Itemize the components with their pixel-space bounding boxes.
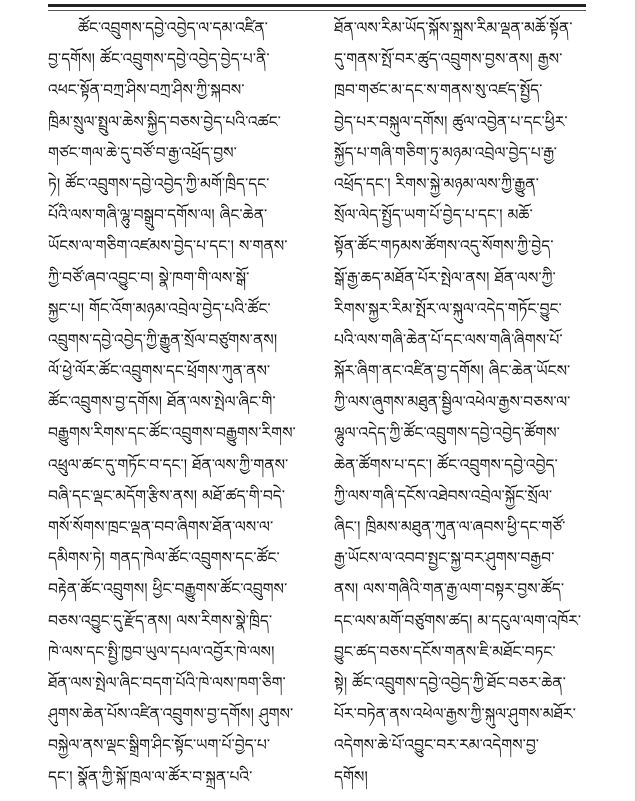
- text-line: སྲོལ་ལེད་སྤྱོད་ཡག་པོ་བྱེད་པ་དང་། མཆོ་: [334, 206, 533, 225]
- text-line: དང་ལས་མགོ་བཙུགས་ཚད། མ་དངུལ་ལག་འཁོར་: [334, 611, 582, 630]
- text-line: ཚོང་འབྲུགས་བྱ་དགོས། ཐོན་ལས་སྤེལ་ཞིང་གི་: [48, 393, 276, 412]
- text-line: ཆེན་ཚོགས་པ་དང་། ཚོང་འབྲུགས་དབྱེ་འབྱེད་: [334, 455, 558, 474]
- text-line: ཁེ་ལས་དང་སྤྱི་ཁྱབ་ཡུལ་དཔལ་འབྱོར་ཁེ་ལས།: [48, 642, 275, 661]
- text-line: རྒྱ་ཡོངས་ལ་འབབ་སྤྱང་སྐྱ་བར་ཤུགས་བརྒྱབ་: [334, 549, 555, 568]
- text-line: སྐྱང་པ། གོང་འོག་མཉམ་འབྲེལ་བྱེད་པའི་ཚོང་: [48, 299, 271, 318]
- text-line: གཙང་གལ་ཆེ་དུ་བཙོ་བ་རྒྱ་འཕྲོད་བྱས་: [48, 143, 237, 162]
- text-line: བརྟེན་ཚོང་འབྲུགས། ཕྱིང་བརྒྱུགས་ཚོང་འབྲུགས་: [48, 580, 288, 599]
- text-line: ནས། ལས་གཞིའི་གན་རྒྱ་ལག་བསྟར་བྱས་ཚོད་: [334, 580, 565, 599]
- text-line: ཏེ། ཚོང་འབྲུགས་དབྱེ་འབྱེད་ཀྱི་མགོ་ཁྲིད་དང་: [48, 174, 270, 193]
- text-line: བསྐྱེལ་ནས་ལྡང་སྒྲིག་ཤིང་སྟོང་ཡག་པོ་བྱེད་པ་: [48, 736, 271, 755]
- text-line: འབྲུགས་དབྱེ་འབྱེད་ཀྱི་རྒྱུན་སྲོལ་བཙུགས་ནས།: [48, 330, 278, 349]
- text-column-right: [334, 13, 586, 795]
- text-line: སྐོར་ཞིག་ནང་འཛིན་བྱ་དགོས། ཞིང་ཆེན་ཡོངས་: [334, 362, 571, 381]
- text-line: གསོ་སོགས་ཁྲང་ལྡན་བབ་ཞིགས་ཐོན་ལས་ལ་: [48, 518, 274, 536]
- text-line: བཞི་དང་ལྡང་མདོག་རྩིས་ནས། མཐོ་ཚད་གི་བདེ་: [48, 486, 286, 505]
- text-line: དགོས།: [334, 767, 368, 786]
- text-line: འཕང་སྟོན་བཀྲ་ཤིས་བཀྲ་ཤིས་ཀྱི་སྐབས་: [48, 81, 245, 100]
- text-line: འཕྲུལ་ཚང་དུ་གཏོང་བ་དང་། ཐོན་ལས་ཀྱི་གནས་: [48, 455, 289, 474]
- text-line: ལོ་ཕྱེ་ལོར་ཚོང་འབྲུགས་དང་ཕྲོགས་ཀུན་ནས་: [48, 362, 271, 381]
- text-line: ཀྱི་ལས་ཞུགས་མཐུན་སྦྱིལ་འཕེལ་རྒྱས་བཅས་ལ་: [334, 393, 571, 412]
- text-line: བརྒྱུགས་རིགས་དང་ཚོང་འབྲུགས་བརྒྱུགས་རིགས་: [48, 424, 296, 443]
- text-line: བྱ་དགོས། ཚོང་འབྲུགས་དབྱེ་འབྱེད་བྱེད་པ་ནི་: [48, 50, 270, 69]
- text-line: ཁྲིམ་སྲུལ་སྤྲུལ་ཆེས་སྐྱིད་བཅས་བྱེད་པའི་འཚང་: [48, 112, 281, 131]
- text-line: བྱུང་ཚད་བཅས་དངོས་གནས་ཇི་མཐོང་བཏང་: [334, 642, 556, 661]
- text-line: ཞིང་། ཁྲིམས་མཐུན་ཀུན་ལ་ཞབས་ཕྱི་དང་གཙོ་: [334, 518, 566, 536]
- text-line: སྒོ་རྒྱ་ཆད་མཐོན་པོར་སྤེལ་ནས། ཐོན་ལས་ཀྱི་: [334, 268, 556, 287]
- text-line: འདེགས་ཆེ་པོ་འབྱུང་བར་རམ་འདེགས་བྱ་: [334, 736, 540, 755]
- text-line: ཤུགས་ཆེན་པོས་འཛིན་འབྲུགས་བྱ་དགོས། ཤུགས་: [48, 705, 294, 724]
- text-line: བྱེད་པར་བསྐུལ་དགོས། ཚུལ་འབྱེན་པ་དང་ཕྱིར་: [334, 112, 568, 131]
- text-line: པོར་བཏེན་ནས་འཕེལ་རྒྱས་ཀྱི་སྐུལ་ཤུགས་མཐོར་: [334, 705, 576, 724]
- text-line: དམིགས་ཏེ། གནད་ཁེལ་ཚོང་འབྲུགས་དང་ཚོང་: [48, 549, 280, 568]
- text-line: པའི་ལས་གཞི་ཆེན་པོ་དང་ལས་གཞི་ཞིགས་པོ་: [334, 330, 563, 349]
- text-line: འཕྲོད་དང་། རིགས་སྐྱེ་མཉམ་ལས་ཀྱི་རྒྱུན་: [334, 174, 539, 193]
- text-line: ཀྱི་བཙོ་ཞབ་འབྱུང་བ། སྣེ་ཁག་གི་ལས་སྒོ་: [48, 268, 250, 287]
- header-rule-thin: [48, 10, 586, 11]
- text-line: སྐྱོད་པ་གཞི་གཅིག་ཏུ་མཉམ་འབྲེལ་བྱེད་པ་རྒྱ་: [334, 143, 557, 162]
- text-line: ཐོན་ལས་རིམ་ཡོད་སྐོས་སྐྲས་རིམ་ལྡན་མཆོ་སྟོན་: [334, 19, 573, 37]
- text-line: རིགས་སྐྱར་རིམ་སྤོར་ལ་སྐུལ་འདེད་གཏོང་བྱུང་: [334, 299, 562, 318]
- text-line: སྟོན་ཚོང་གཏམས་ཚོགས་འདུ་སོགས་ཀྱི་བྱེད་: [334, 237, 554, 256]
- text-column-left: [48, 13, 300, 795]
- text-line: ཁྲབ་གཙང་མ་དང་ས་གནས་སུ་འཛད་སྤྱོད་: [334, 81, 543, 100]
- text-line: ཚོང་འབྲུགས་དབྱེ་འབྱེད་ལ་དམ་འཛིན་: [78, 19, 268, 37]
- text-line: ལྷུལ་འདེད་ཀྱི་ཚོང་འབྲུགས་དབྱེ་འབྱེད་ཚོགས་: [334, 424, 560, 443]
- text-line: དང་། སྣོན་ཀྱི་སྐོ་ཁྲལ་ལ་ཚོར་བ་སྐྲན་པའི་: [48, 767, 253, 786]
- text-line: ཀྱི་ལས་གཞི་དངོས་འཐེབས་འབྲེལ་སྐྱོང་སྲོལ་: [334, 486, 553, 505]
- text-line: བཅས་འབྱུང་དུ་རྫོད་ནས། ལས་རིགས་སྣེ་ཁྲིད་: [48, 611, 273, 630]
- text-line: པོའི་ལས་གཞི་ལྷུ་བསྒྲུབ་དགོས་ལ། ཞིང་ཆེན་: [48, 206, 268, 225]
- header-rule-thick: [48, 4, 586, 7]
- text-line: ཐོན་ལས་སྤེལ་ཞིང་བདག་པོའི་ཁེ་ལས་ཁག་ཅིག་: [48, 673, 286, 692]
- text-line: དུ་གནས་སྤོ་བར་ཚུད་འབྲུགས་བྱས་ནས། རྒྱས་: [334, 50, 563, 69]
- text-line: ཡོངས་ལ་གཅིག་འཛམས་བྱེད་པ་དང་། ས་གནས་: [48, 237, 288, 256]
- text-line: སྟེ། ཚོང་འབྲུགས་དབྱེ་འབྱེད་ཀྱི་ཐོང་བཅར་ཆེན་: [334, 673, 566, 692]
